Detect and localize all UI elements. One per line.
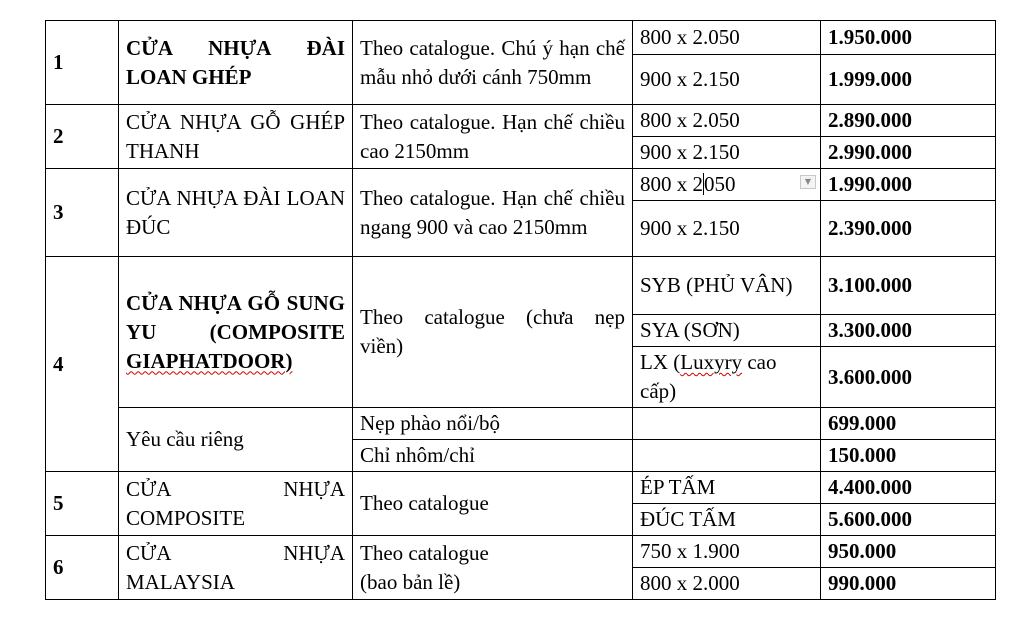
extra-description[interactable]: Chỉ nhôm/chỉ	[353, 440, 633, 472]
extra-label[interactable]: Yêu cầu riêng	[119, 408, 353, 472]
product-name[interactable]: CỬA NHỰA GỖ GHÉP THANH	[119, 105, 353, 169]
price-cell[interactable]: 5.600.000	[821, 504, 996, 536]
price-cell[interactable]: 1.990.000	[821, 169, 996, 201]
product-description[interactable]: Theo catalogue (chưa nẹp viền)	[353, 257, 633, 408]
size-cell[interactable]: ÉP TẤM	[633, 472, 821, 504]
row-number: 2	[46, 105, 119, 169]
price-cell[interactable]: 3.300.000	[821, 315, 996, 347]
size-cell[interactable]	[633, 408, 821, 440]
size-cell[interactable]	[633, 347, 821, 408]
row-number: 1	[46, 21, 119, 105]
size-cell-editing[interactable]	[633, 169, 821, 201]
price-table	[45, 20, 996, 600]
size-cell[interactable]: SYB (PHỦ VÂN)	[633, 257, 821, 315]
description-line: (bao bản lề)	[360, 569, 461, 594]
row-number: 4	[46, 257, 119, 472]
price-cell[interactable]: 950.000	[821, 536, 996, 568]
autocorrect-dropdown-icon[interactable]: ▼	[800, 175, 816, 189]
table-row	[46, 408, 996, 440]
size-text: LX (	[640, 350, 681, 374]
size-cell[interactable]: 750 x 1.900	[633, 536, 821, 568]
price-cell[interactable]: 1.950.000	[821, 21, 996, 55]
product-name[interactable]: CỬA NHỰA ĐÀI LOAN GHÉP	[119, 21, 353, 105]
size-text-after-cursor: 050	[704, 172, 736, 196]
product-name[interactable]	[119, 257, 353, 408]
table-row	[46, 169, 996, 201]
description-line: Theo catalogue	[360, 540, 489, 565]
table-row	[46, 21, 996, 55]
product-name[interactable]: CỬA NHỰA COMPOSITE	[119, 472, 353, 536]
size-cell[interactable]: SYA (SƠN)	[633, 315, 821, 347]
price-cell[interactable]: 2.890.000	[821, 105, 996, 137]
product-name[interactable]: CỬA NHỰA ĐÀI LOAN ĐÚC	[119, 169, 353, 257]
price-table-container	[45, 20, 995, 600]
table-row	[46, 257, 996, 315]
table-row	[46, 472, 996, 504]
product-description[interactable]: Theo catalogue. Chú ý hạn chế mẫu nhỏ dưới cánh 750mm	[353, 21, 633, 105]
row-number: 5	[46, 472, 119, 536]
product-description[interactable]: Theo catalogue. Hạn chế chiều ngang 900 và cao 2150mm	[353, 169, 633, 257]
price-cell[interactable]: 990.000	[821, 568, 996, 600]
price-cell[interactable]: 3.100.000	[821, 257, 996, 315]
price-cell[interactable]: 3.600.000	[821, 347, 996, 408]
size-text: cao cấp)	[640, 350, 777, 403]
size-cell[interactable]: 900 x 2.150	[633, 137, 821, 169]
price-cell[interactable]: 2.390.000	[821, 201, 996, 257]
size-cell[interactable]	[633, 440, 821, 472]
size-cell[interactable]: 800 x 2.000	[633, 568, 821, 600]
size-cell[interactable]: 900 x 2.150	[633, 201, 821, 257]
row-number: 3	[46, 169, 119, 257]
row-number: 6	[46, 536, 119, 600]
product-name-spellcheck: GIAPHATDOOR)	[126, 348, 293, 373]
size-cell[interactable]: 800 x 2.050	[633, 105, 821, 137]
table-row	[46, 105, 996, 137]
product-name-text: CỬA NHỰA GỖ SUNG YU (COMPOSITE	[126, 290, 345, 344]
table-row	[46, 536, 996, 568]
size-cell[interactable]: 800 x 2.050	[633, 21, 821, 55]
price-cell[interactable]: 699.000	[821, 408, 996, 440]
product-description[interactable]: Theo catalogue. Hạn chế chiều cao 2150mm	[353, 105, 633, 169]
extra-description[interactable]: Nẹp phào nổi/bộ	[353, 408, 633, 440]
product-name[interactable]: CỬA NHỰA MALAYSIA	[119, 536, 353, 600]
size-cell[interactable]: ĐÚC TẤM	[633, 504, 821, 536]
product-description[interactable]	[353, 536, 633, 600]
price-cell[interactable]: 4.400.000	[821, 472, 996, 504]
product-description[interactable]: Theo catalogue	[353, 472, 633, 536]
size-spellcheck-word: Luxyry	[680, 350, 743, 374]
size-text-before-cursor: 800 x 2	[640, 172, 703, 196]
price-cell[interactable]: 1.999.000	[821, 55, 996, 105]
size-cell[interactable]: 900 x 2.150	[633, 55, 821, 105]
price-cell[interactable]: 150.000	[821, 440, 996, 472]
price-cell[interactable]: 2.990.000	[821, 137, 996, 169]
